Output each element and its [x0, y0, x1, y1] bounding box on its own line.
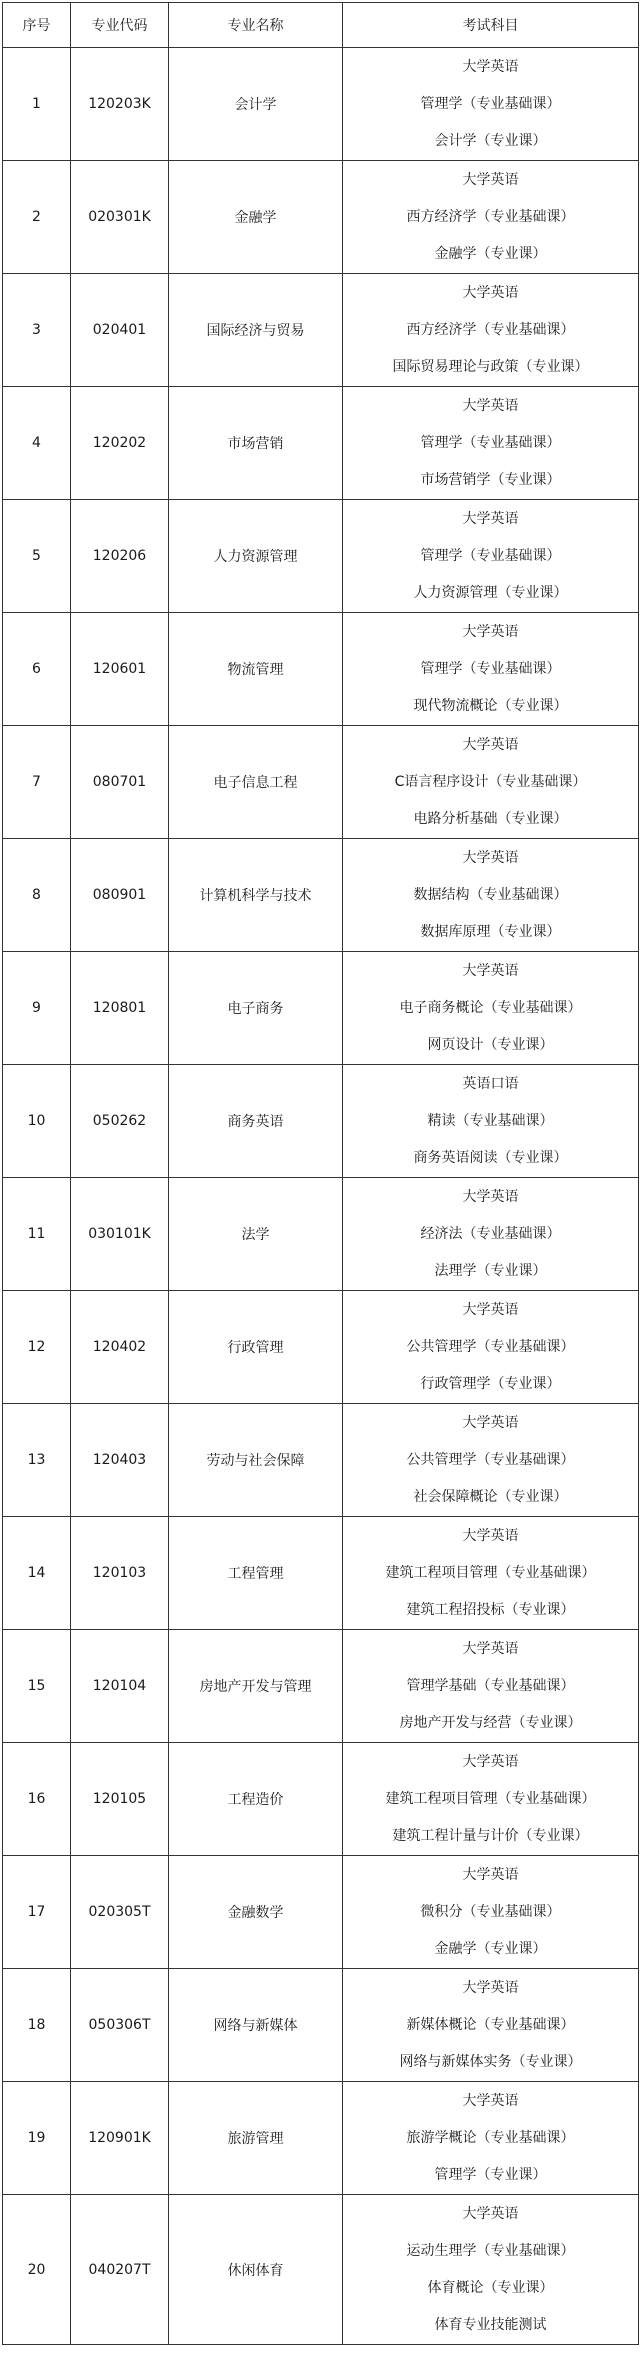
- exam-subject: 管理学（专业基础课）: [420, 434, 561, 451]
- major-code: 020305T: [71, 1856, 169, 1969]
- exam-subject: 建筑工程计量与计价（专业课）: [392, 1827, 589, 1844]
- table-body: [3, 48, 639, 2345]
- major-name: 国际经济与贸易: [169, 274, 343, 387]
- major-name: 市场营销: [169, 387, 343, 500]
- row-number: 13: [3, 1404, 71, 1517]
- exam-subjects: [343, 1291, 639, 1404]
- major-name: 金融数学: [169, 1856, 343, 1969]
- exam-subject: 网页设计（专业课）: [427, 1036, 554, 1053]
- row-number: 6: [3, 613, 71, 726]
- exam-subject: 大学英语: [462, 1979, 519, 1996]
- exam-subjects: [343, 1969, 639, 2082]
- row-number: 4: [3, 387, 71, 500]
- exam-subject: 大学英语: [462, 510, 519, 527]
- exam-subject: 公共管理学（专业基础课）: [406, 1338, 575, 1355]
- row-number: 7: [3, 726, 71, 839]
- exam-subject: 微积分（专业基础课）: [420, 1903, 561, 1920]
- table-row: [3, 2195, 639, 2345]
- exam-subject: 现代物流概论（专业课）: [413, 697, 568, 714]
- exam-subject: C语言程序设计（专业基础课）: [394, 773, 587, 790]
- row-number: 20: [3, 2195, 71, 2345]
- exam-subject: 电子商务概论（专业基础课）: [399, 999, 582, 1016]
- major-code: 120402: [71, 1291, 169, 1404]
- exam-subjects: [343, 161, 639, 274]
- header-no: 序号: [3, 3, 71, 48]
- table-row: [3, 1630, 639, 1743]
- exam-subjects: [343, 1856, 639, 1969]
- table-row: [3, 2082, 639, 2195]
- table-row: [3, 613, 639, 726]
- table-row: [3, 952, 639, 1065]
- exam-subject: 大学英语: [462, 1866, 519, 1883]
- exam-subjects: [343, 952, 639, 1065]
- major-code: 120103: [71, 1517, 169, 1630]
- major-code: 040207T: [71, 2195, 169, 2345]
- exam-subjects: [343, 1178, 639, 1291]
- major-code: 120901K: [71, 2082, 169, 2195]
- exam-subject: 体育概论（专业课）: [427, 2279, 554, 2296]
- exam-subjects: [343, 1743, 639, 1856]
- exam-subject: 大学英语: [462, 2092, 519, 2109]
- exam-subject: 旅游学概论（专业基础课）: [406, 2129, 575, 2146]
- major-code: 120601: [71, 613, 169, 726]
- exam-subject: 社会保障概论（专业课）: [413, 1488, 568, 1505]
- exam-subject: 大学英语: [462, 962, 519, 979]
- exam-subject: 新媒体概论（专业基础课）: [406, 2016, 575, 2033]
- major-name: 法学: [169, 1178, 343, 1291]
- exam-subject: 建筑工程项目管理（专业基础课）: [385, 1564, 596, 1581]
- exam-subject: 大学英语: [462, 1640, 519, 1657]
- table-row: [3, 48, 639, 161]
- major-name: 行政管理: [169, 1291, 343, 1404]
- exam-subjects: [343, 48, 639, 161]
- row-number: 10: [3, 1065, 71, 1178]
- exam-subject: 大学英语: [462, 397, 519, 414]
- exam-subjects: [343, 613, 639, 726]
- exam-subject: 金融学（专业课）: [434, 245, 547, 262]
- major-name: 金融学: [169, 161, 343, 274]
- exam-subject: 市场营销学（专业课）: [420, 471, 561, 488]
- row-number: 17: [3, 1856, 71, 1969]
- exam-subjects: [343, 726, 639, 839]
- header-name: 专业名称: [169, 3, 343, 48]
- exam-subject: 大学英语: [462, 58, 519, 75]
- header-subjects: 考试科目: [343, 3, 639, 48]
- major-code: 120403: [71, 1404, 169, 1517]
- row-number: 3: [3, 274, 71, 387]
- major-code: 120105: [71, 1743, 169, 1856]
- row-number: 16: [3, 1743, 71, 1856]
- row-number: 18: [3, 1969, 71, 2082]
- exam-subject: 管理学（专业基础课）: [420, 95, 561, 112]
- row-number: 1: [3, 48, 71, 161]
- exam-subject: 大学英语: [462, 1414, 519, 1431]
- row-number: 15: [3, 1630, 71, 1743]
- row-number: 2: [3, 161, 71, 274]
- exam-subjects: [343, 839, 639, 952]
- exam-subject: 数据结构（专业基础课）: [413, 886, 568, 903]
- exam-subject: 电路分析基础（专业课）: [413, 810, 568, 827]
- exam-subject: 大学英语: [462, 1753, 519, 1770]
- major-name: 电子商务: [169, 952, 343, 1065]
- major-name: 工程管理: [169, 1517, 343, 1630]
- major-name: 房地产开发与管理: [169, 1630, 343, 1743]
- row-number: 19: [3, 2082, 71, 2195]
- exam-subject: 管理学基础（专业基础课）: [406, 1677, 575, 1694]
- major-code: 050306T: [71, 1969, 169, 2082]
- exam-subject: 体育专业技能测试: [434, 2316, 547, 2333]
- major-name: 休闲体育: [169, 2195, 343, 2345]
- exam-subjects: [343, 1517, 639, 1630]
- table-row: [3, 726, 639, 839]
- major-code: 120206: [71, 500, 169, 613]
- table-row: [3, 1404, 639, 1517]
- table-row: [3, 387, 639, 500]
- major-code: 120202: [71, 387, 169, 500]
- table-row: [3, 274, 639, 387]
- exam-subject: 大学英语: [462, 1301, 519, 1318]
- exam-subject: 法理学（专业课）: [434, 1262, 547, 1279]
- table-row: [3, 1065, 639, 1178]
- exam-subjects: [343, 1065, 639, 1178]
- exam-subject: 商务英语阅读（专业课）: [413, 1149, 568, 1166]
- table-row: [3, 161, 639, 274]
- table-row: [3, 1856, 639, 1969]
- exam-subject: 国际贸易理论与政策（专业课）: [392, 358, 589, 375]
- majors-table: [2, 2, 639, 2345]
- row-number: 5: [3, 500, 71, 613]
- major-name: 会计学: [169, 48, 343, 161]
- exam-subject: 大学英语: [462, 736, 519, 753]
- row-number: 14: [3, 1517, 71, 1630]
- table-row: [3, 1178, 639, 1291]
- major-name: 人力资源管理: [169, 500, 343, 613]
- header-row: [3, 3, 639, 48]
- exam-subject: 管理学（专业基础课）: [420, 547, 561, 564]
- exam-subject: 公共管理学（专业基础课）: [406, 1451, 575, 1468]
- exam-subjects: [343, 1404, 639, 1517]
- exam-subject: 英语口语: [462, 1075, 519, 1092]
- exam-subject: 大学英语: [462, 623, 519, 640]
- exam-subjects: [343, 387, 639, 500]
- exam-subject: 经济法（专业基础课）: [420, 1225, 561, 1242]
- major-code: 020301K: [71, 161, 169, 274]
- exam-subjects: [343, 1630, 639, 1743]
- exam-subject: 大学英语: [462, 849, 519, 866]
- exam-subject: 管理学（专业基础课）: [420, 660, 561, 677]
- exam-subject: 建筑工程招投标（专业课）: [406, 1601, 575, 1618]
- major-name: 旅游管理: [169, 2082, 343, 2195]
- exam-subjects: [343, 2082, 639, 2195]
- major-code: 120203K: [71, 48, 169, 161]
- major-code: 080701: [71, 726, 169, 839]
- major-name: 网络与新媒体: [169, 1969, 343, 2082]
- exam-subject: 大学英语: [462, 1188, 519, 1205]
- exam-subject: 建筑工程项目管理（专业基础课）: [385, 1790, 596, 1807]
- exam-subject: 数据库原理（专业课）: [420, 923, 561, 940]
- exam-subjects: [343, 274, 639, 387]
- exam-subject: 运动生理学（专业基础课）: [406, 2242, 575, 2259]
- row-number: 11: [3, 1178, 71, 1291]
- major-name: 计算机科学与技术: [169, 839, 343, 952]
- major-code: 080901: [71, 839, 169, 952]
- table-row: [3, 1517, 639, 1630]
- major-code: 030101K: [71, 1178, 169, 1291]
- table-row: [3, 1291, 639, 1404]
- table-row: [3, 1969, 639, 2082]
- exam-subject: 金融学（专业课）: [434, 1940, 547, 1957]
- table-row: [3, 1743, 639, 1856]
- exam-subject: 管理学（专业课）: [434, 2166, 547, 2183]
- exam-subject: 会计学（专业课）: [434, 132, 547, 149]
- exam-subject: 大学英语: [462, 284, 519, 301]
- major-name: 电子信息工程: [169, 726, 343, 839]
- exam-subject: 大学英语: [462, 2205, 519, 2222]
- exam-subject: 网络与新媒体实务（专业课）: [399, 2053, 582, 2070]
- row-number: 12: [3, 1291, 71, 1404]
- major-code: 120801: [71, 952, 169, 1065]
- table-row: [3, 500, 639, 613]
- major-code: 020401: [71, 274, 169, 387]
- header-code: 专业代码: [71, 3, 169, 48]
- major-name: 工程造价: [169, 1743, 343, 1856]
- major-code: 050262: [71, 1065, 169, 1178]
- major-code: 120104: [71, 1630, 169, 1743]
- exam-subjects: [343, 500, 639, 613]
- exam-subject: 行政管理学（专业课）: [420, 1375, 561, 1392]
- exam-subject: 精读（专业基础课）: [427, 1112, 554, 1129]
- row-number: 8: [3, 839, 71, 952]
- exam-subject: 大学英语: [462, 171, 519, 188]
- table-row: [3, 839, 639, 952]
- major-name: 劳动与社会保障: [169, 1404, 343, 1517]
- exam-subjects: [343, 2195, 639, 2345]
- exam-subject: 房地产开发与经营（专业课）: [399, 1714, 582, 1731]
- major-name: 物流管理: [169, 613, 343, 726]
- row-number: 9: [3, 952, 71, 1065]
- exam-subject: 西方经济学（专业基础课）: [406, 208, 575, 225]
- exam-subject: 人力资源管理（专业课）: [413, 584, 568, 601]
- exam-subject: 西方经济学（专业基础课）: [406, 321, 575, 338]
- major-name: 商务英语: [169, 1065, 343, 1178]
- exam-subject: 大学英语: [462, 1527, 519, 1544]
